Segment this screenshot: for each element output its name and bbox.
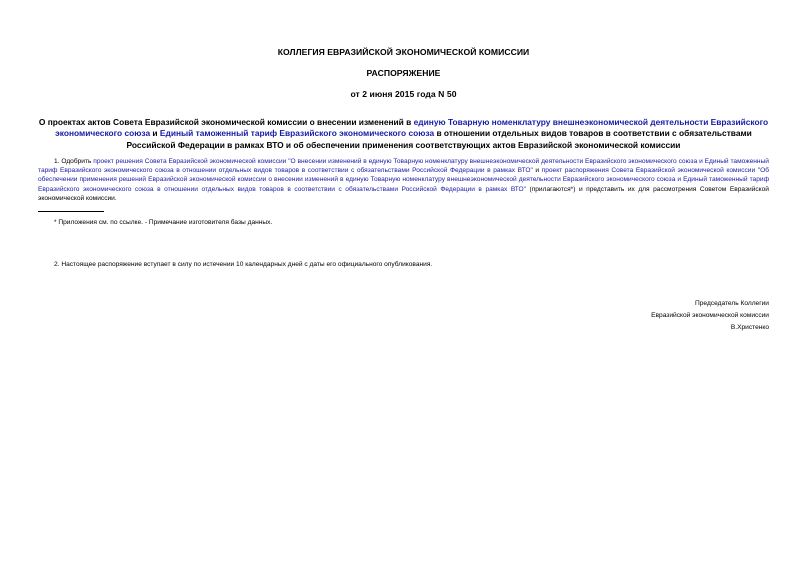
paragraph-1-text-1: 1. Одобрить [54,158,94,165]
title-text-1: О проектах актов Совета Евразийской экономической комиссии о внесении изменений в [38,117,414,127]
paragraph-2: 2. Настоящее распоряжение вступает в силу по истечении 10 календарных дней с даты его официального опубликования. [54,261,433,268]
organization-heading: КОЛЛЕГИЯ ЕВРАЗИЙСКОЙ ЭКОНОМИЧЕСКОЙ КОМИССИИ [277,47,530,57]
footnote-divider [38,211,104,212]
title-text-3: в отношении отдельных видов товаров в соответствии с обязательствами Российской Федерации в рамках ВТО и об обеспечении применения соответствующих актов Евразийской экономической комиссии [126,128,752,150]
signature-block [509,298,769,334]
title-link-tn-ved[interactable]: единую Товарную номенклатуру внешнеэкономической деятельности Евразийского экономического союза [55,117,769,139]
paragraph-1-link-decision-draft[interactable]: проект решения Совета Евразийской экономической комиссии "О внесении изменений в единую Товарную номенклатуру внешнеэкономической деятельности Евразийского экономического союза и Единый таможенный тариф Евразийского экономического союза в отношении отдельных видов товаров в соответствии с обязательствами Российской Федерации в рамках ВТО" [38,158,769,175]
title-link-customs-tariff[interactable]: Единый таможенный тариф Евразийского экономического союза [159,128,435,139]
signature-organization: Евразийской экономической комиссии [651,312,769,319]
date-number-heading: от 2 июня 2015 года N 50 [350,89,457,99]
signature-position: Председатель Коллегии [695,300,769,307]
document-type-heading: РАСПОРЯЖЕНИЕ [366,68,441,78]
paragraph-1-text-2: и [532,167,542,175]
signature-name: В.Христенко [730,324,769,331]
paragraph-1-text-3: (прилагаются*) и представить их для рассмотрения Советом Евразийской экономической комиссии. [38,185,769,202]
document-title [38,117,769,151]
paragraph-1-link-order-draft[interactable]: проект распоряжения Совета Евразийской экономической комиссии "Об обеспечении применения решений Евразийской экономической комиссии о внесении изменений в единую Товарную номенклатуру внешнеэкономической деятельности Евразийского экономического союза и Единый таможенный тариф Евразийского экономического союза в отношении отдельных видов товаров в соответствии с обязательствами Российской Федерации в рамках ВТО" [38,167,769,193]
paragraph-1 [38,157,769,203]
title-text-2: и [150,128,160,139]
footnote: * Приложения см. по ссылке. - Примечание изготовителя базы данных. [54,219,273,226]
